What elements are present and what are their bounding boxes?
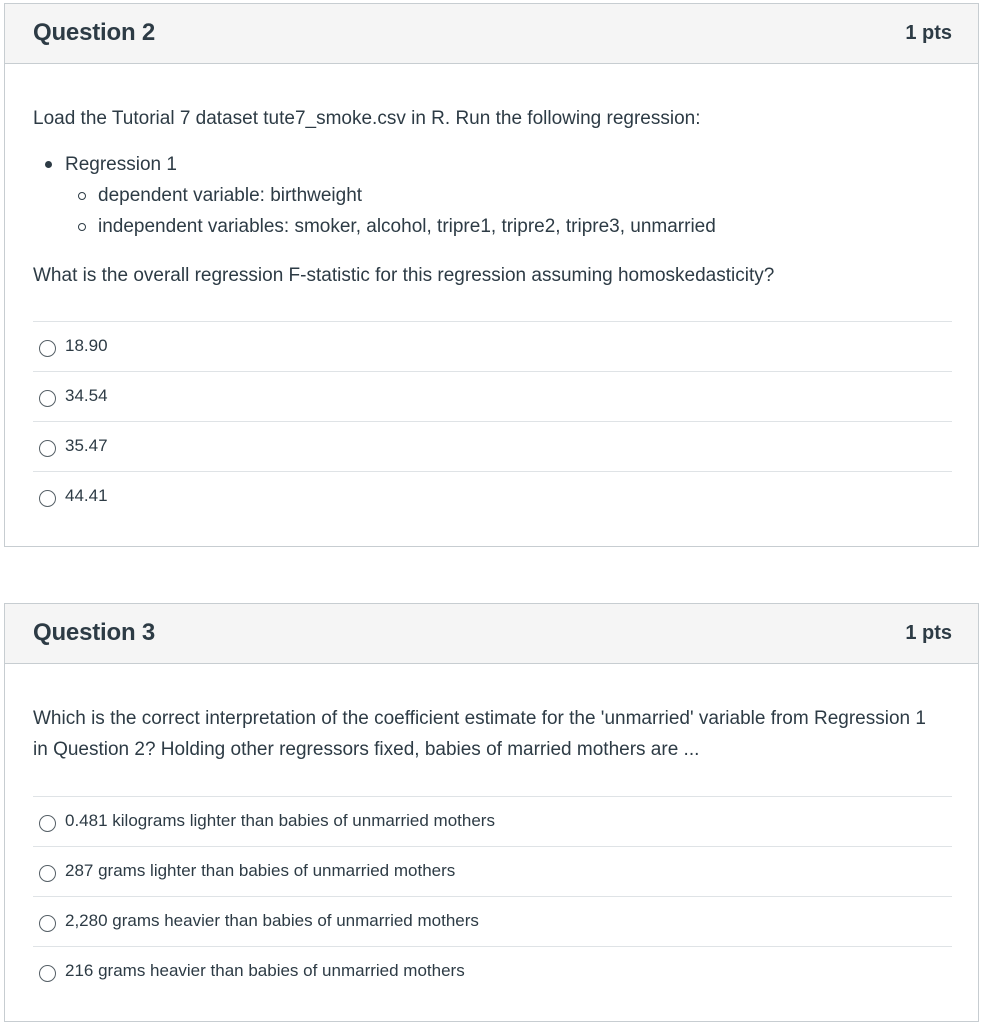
question-2-points: 1 pts	[905, 22, 952, 44]
answer-option[interactable]	[33, 371, 952, 421]
answer-label: 44.41	[65, 486, 108, 505]
disc-bullet-icon	[45, 161, 52, 168]
radio-button[interactable]	[39, 440, 56, 457]
radio-button[interactable]	[39, 490, 56, 507]
question-3-answers	[33, 796, 952, 996]
answer-option[interactable]	[33, 421, 952, 471]
answer-option[interactable]	[33, 471, 952, 521]
circle-bullet-icon	[78, 192, 86, 200]
question-3-title: Question 3	[33, 619, 156, 646]
answer-label: 0.481 kilograms lighter than babies of unmarried mothers	[65, 811, 495, 830]
answer-option[interactable]	[33, 896, 952, 946]
question-2-prompt: What is the overall regression F-statistic for this regression assuming homoskedasticity?	[33, 265, 775, 286]
question-2-header	[5, 4, 978, 64]
question-3-prompt: Which is the correct interpretation of the coefficient estimate for the 'unmarried' variable from Regression 1 in Question 2? Holding other regressors fixed, babies of married mothers are ...	[33, 708, 926, 760]
question-3-points: 1 pts	[905, 622, 952, 644]
question-3-header	[5, 604, 978, 664]
answer-label: 2,280 grams heavier than babies of unmarried mothers	[65, 911, 479, 930]
radio-button[interactable]	[39, 815, 56, 832]
radio-button[interactable]	[39, 865, 56, 882]
radio-button[interactable]	[39, 390, 56, 407]
question-2-intro: Load the Tutorial 7 dataset tute7_smoke.csv in R. Run the following regression:	[33, 108, 701, 129]
radio-button[interactable]	[39, 965, 56, 982]
sub-bullet-text: dependent variable: birthweight	[98, 185, 363, 206]
answer-option[interactable]	[33, 946, 952, 996]
answer-option[interactable]	[33, 796, 952, 846]
sub-bullet-text: independent variables: smoker, alcohol, tripre1, tripre2, tripre3, unmarried	[98, 216, 716, 237]
answer-label: 216 grams heavier than babies of unmarried mothers	[65, 961, 465, 980]
answer-label: 18.90	[65, 336, 108, 355]
question-3-card	[4, 603, 979, 1022]
answer-label: 35.47	[65, 436, 108, 455]
question-2-answers	[33, 321, 952, 521]
radio-button[interactable]	[39, 915, 56, 932]
radio-button[interactable]	[39, 340, 56, 357]
circle-bullet-icon	[78, 223, 86, 231]
question-2-title: Question 2	[33, 19, 156, 46]
answer-option[interactable]	[33, 321, 952, 371]
answer-label: 34.54	[65, 386, 108, 405]
answer-label: 287 grams lighter than babies of unmarried mothers	[65, 861, 456, 880]
answer-option[interactable]	[33, 846, 952, 896]
question-2-card	[4, 3, 979, 547]
bullet-text: Regression 1	[65, 154, 177, 175]
